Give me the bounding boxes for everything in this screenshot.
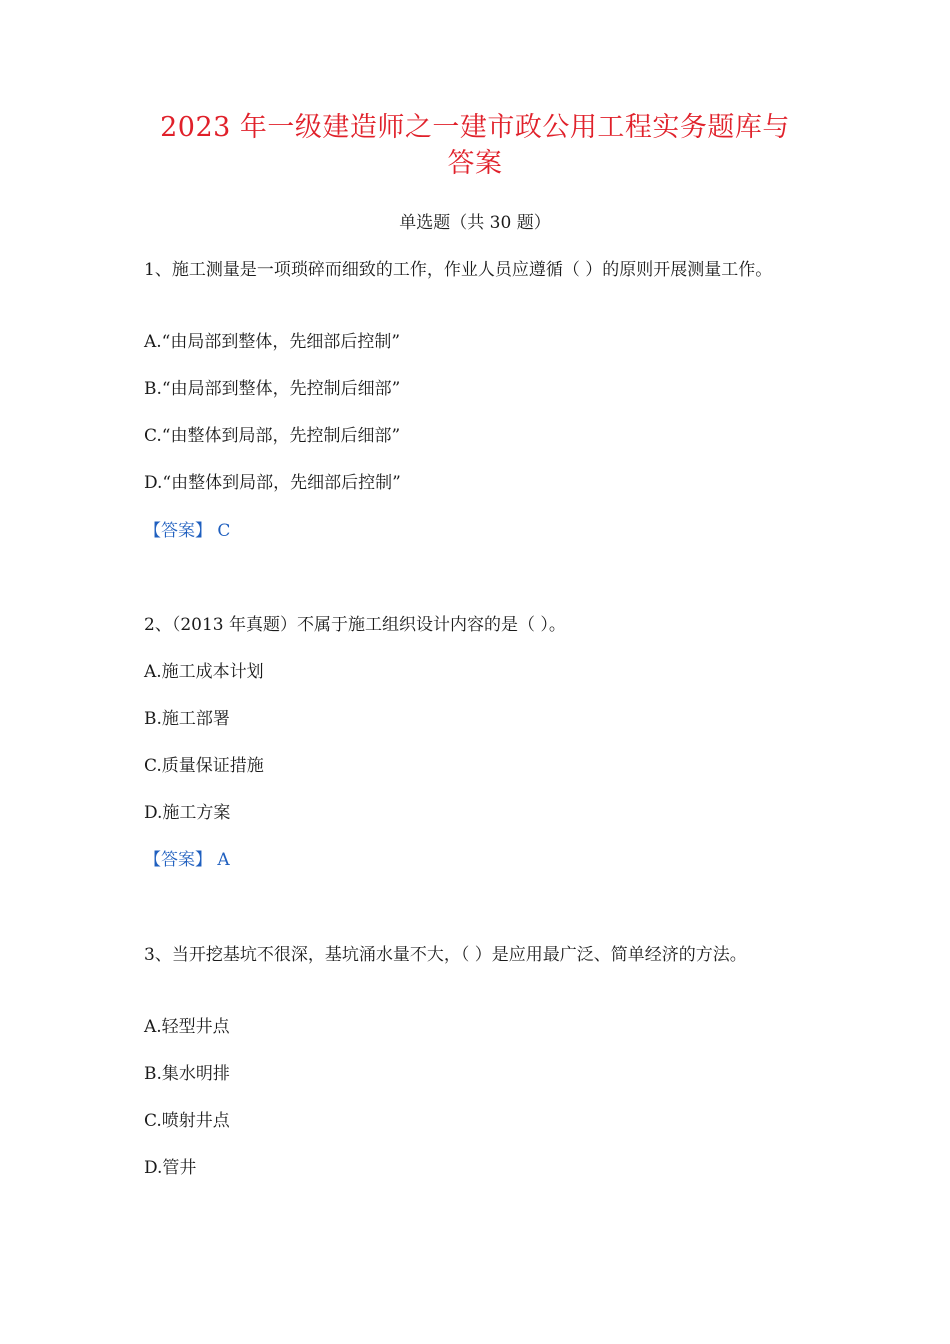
title-line-1: 2023 年一级建造师之一建市政公用工程实务题库与 xyxy=(160,112,790,143)
option-a: A.轻型井点 xyxy=(144,1017,230,1037)
option-c: C.质量保证措施 xyxy=(144,756,264,776)
option-a: A.“由局部到整体，先细部后控制” xyxy=(144,332,401,352)
question-stem: 1、施工测量是一项琐碎而细致的工作，作业人员应遵循（ ）的原则开展测量工作。 xyxy=(144,260,773,280)
question-stem: 2、（2013 年真题）不属于施工组织设计内容的是（ ）。 xyxy=(144,615,566,635)
question-2 xyxy=(144,613,808,870)
title-line-2: 答案 xyxy=(447,148,503,179)
section-heading: 单选题（共 30 题） xyxy=(399,213,551,233)
question-3 xyxy=(144,943,808,1178)
option-d: D.施工方案 xyxy=(144,803,231,823)
option-a: A.施工成本计划 xyxy=(144,662,264,682)
question-stem: 3、当开挖基坑不很深，基坑涌水量不大，（ ）是应用最广泛、简单经济的方法。 xyxy=(144,945,747,965)
option-b: B.集水明排 xyxy=(144,1064,230,1084)
option-d: D.“由整体到局部，先细部后控制” xyxy=(144,473,401,493)
document-title xyxy=(120,110,830,182)
question-1 xyxy=(144,258,808,541)
option-c: C.“由整体到局部，先控制后细部” xyxy=(144,426,401,446)
answer-label: 【答案】 A xyxy=(144,850,230,870)
option-d: D.管井 xyxy=(144,1158,197,1178)
answer-label: 【答案】 C xyxy=(144,521,231,541)
option-c: C.喷射井点 xyxy=(144,1111,230,1131)
option-b: B.“由局部到整体，先控制后细部” xyxy=(144,379,401,399)
option-b: B.施工部署 xyxy=(144,709,230,729)
